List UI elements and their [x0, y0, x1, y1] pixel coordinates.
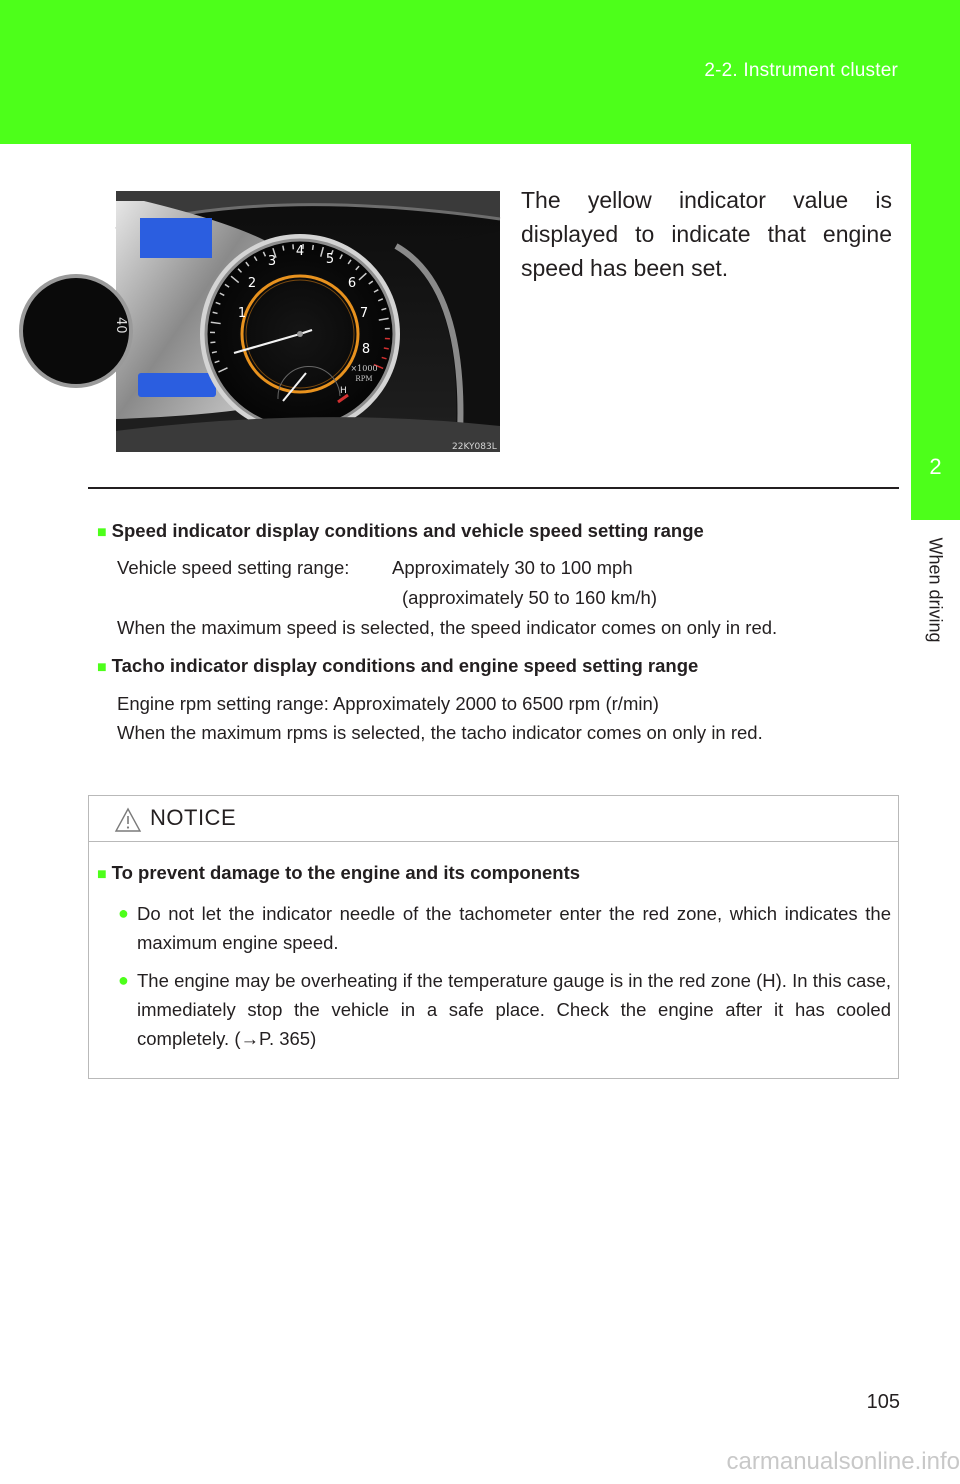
notice-header	[89, 796, 898, 842]
speed-range-label: Vehicle speed setting range:	[117, 557, 350, 578]
notice-heading: ■ To prevent damage to the engine and its components	[97, 862, 581, 883]
notice-box	[88, 795, 899, 1079]
tach-number-7: 7	[359, 306, 369, 321]
watermark: carmanualsonline.info	[726, 1448, 960, 1475]
section-divider	[88, 487, 899, 489]
bullet-dot-icon: ●	[118, 903, 129, 923]
square-bullet-icon: ■	[97, 524, 107, 541]
tach-number-2: 2	[247, 276, 257, 291]
side-gauge-number: 40	[113, 317, 128, 334]
lower-blue-display	[138, 373, 216, 397]
tach-tick	[384, 348, 389, 349]
temperature-hot-label: H	[340, 386, 347, 396]
section-heading: ■ Speed indicator display conditions and vehicle speed setting range	[97, 520, 704, 541]
header-band	[0, 0, 960, 144]
square-bullet-icon: ■	[97, 866, 107, 883]
page-number: 105	[866, 1391, 900, 1413]
chapter-label: When driving	[925, 537, 946, 643]
section-heading: ■ Tacho indicator display conditions and engine speed setting range	[97, 655, 699, 676]
section-title: 2-2. Instrument cluster	[704, 60, 898, 81]
engine-range-line: Engine rpm setting range: Approximately 2000 to 6500 rpm (r/min)	[117, 693, 659, 714]
tach-number-1: 1	[237, 306, 247, 321]
rpm-unit: RPM	[355, 375, 373, 383]
tach-tick	[313, 245, 314, 250]
figure-code: 22KY083L	[452, 442, 497, 452]
tach-tick	[212, 352, 217, 353]
tach-number-5: 5	[325, 252, 335, 267]
speed-range-value: Approximately 30 to 100 mph	[392, 557, 633, 578]
notice-bullet: ● The engine may be overheating if the temperature gauge is in the red zone (H). In this case, immediately stop the vehicle in a safe place. Check the engine after it has cooled completely. (→P. 365)	[118, 966, 891, 1053]
speed-indicator-note: When the maximum speed is selected, the speed indicator comes on only in red.	[117, 617, 778, 638]
rpm-multiplier: ×1000	[350, 364, 378, 373]
speed-range-line	[117, 557, 349, 579]
tacho-indicator-note: When the maximum rpms is selected, the tacho indicator comes on only in red.	[117, 722, 763, 743]
tach-number-6: 6	[347, 276, 357, 291]
intro-paragraph: The yellow indicator value is displayed to indicate that engine speed has been set.	[521, 187, 892, 281]
tach-number-3: 3	[267, 254, 277, 269]
square-bullet-icon: ■	[97, 659, 107, 676]
notice-title: NOTICE	[150, 805, 237, 830]
tach-number-8: 8	[361, 342, 371, 357]
speed-range-value-metric: (approximately 50 to 160 km/h)	[402, 587, 658, 608]
bullet-dot-icon: ●	[118, 970, 129, 990]
chapter-tab	[911, 144, 960, 520]
tach-number-4: 4	[295, 244, 305, 259]
warning-triangle-icon	[114, 807, 142, 833]
upper-blue-display	[140, 218, 212, 258]
tach-tick	[283, 246, 284, 251]
notice-bullet: ● Do not let the indicator needle of the tachometer enter the red zone, which indicates the maximum engine speed.	[118, 899, 891, 957]
chapter-number: 2	[929, 454, 942, 479]
instrument-cluster-figure	[113, 191, 500, 452]
